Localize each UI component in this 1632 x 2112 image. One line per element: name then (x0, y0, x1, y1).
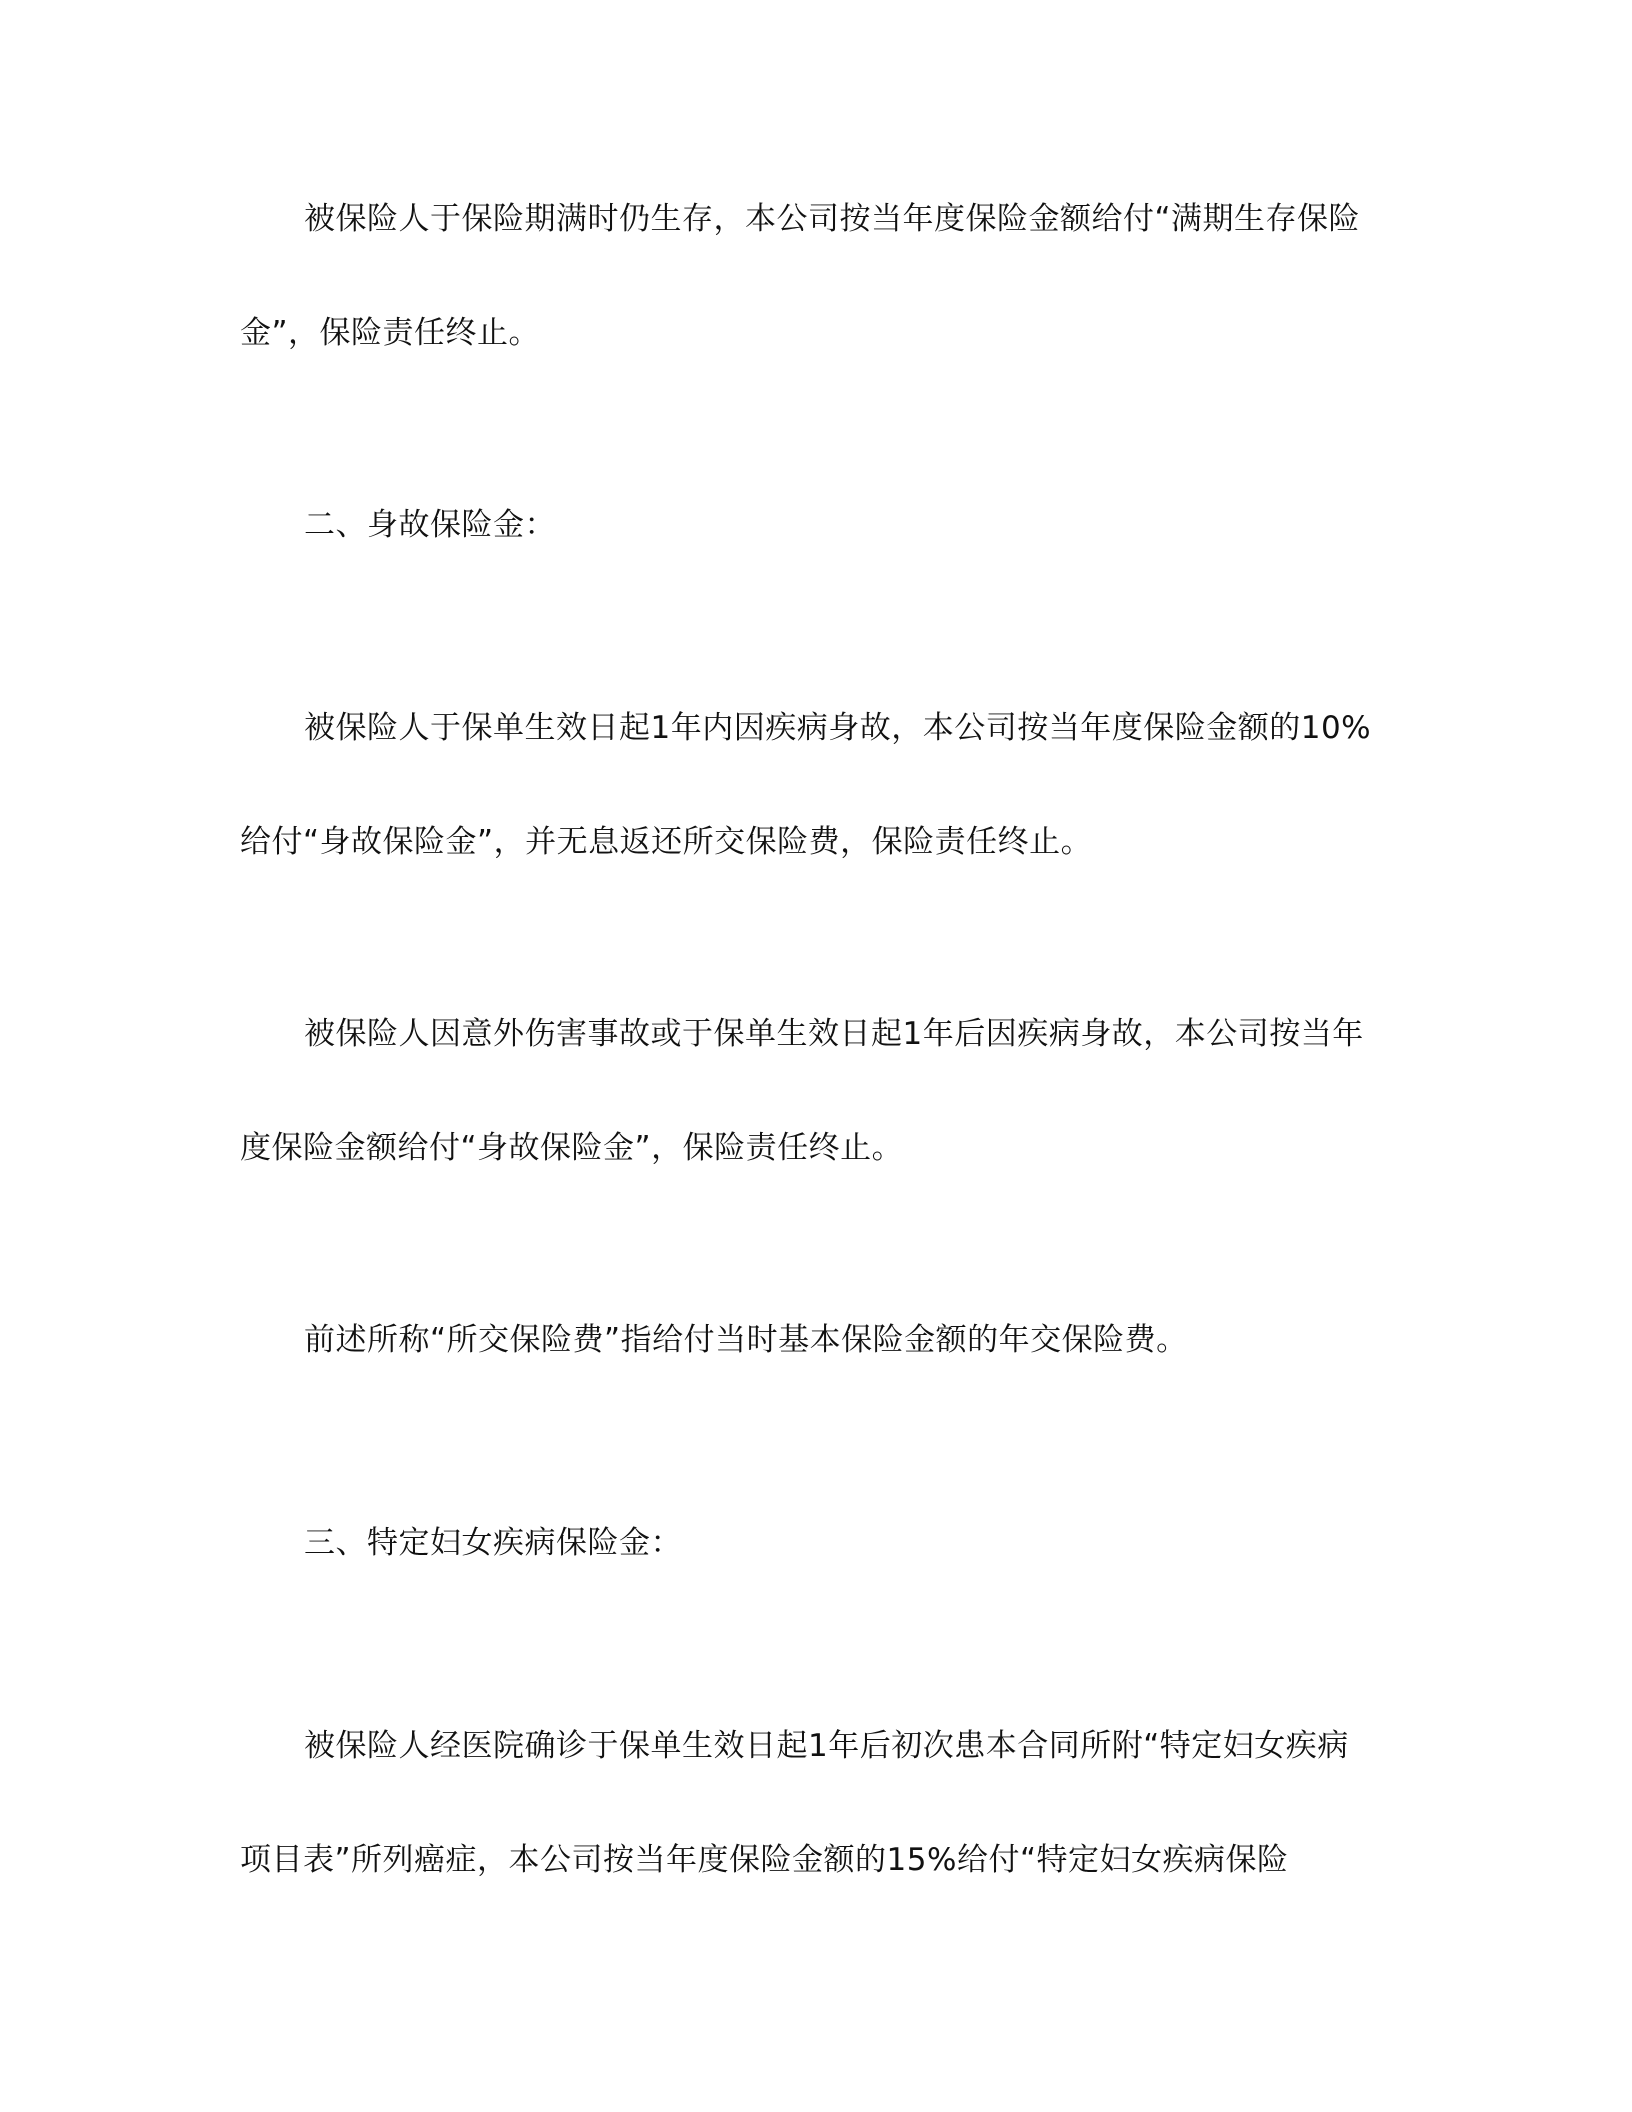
paragraph-line: 度保险金额给付“身故保险金”，保险责任终止。 (240, 1130, 904, 1166)
paragraph-line: 金”，保险责任终止。 (240, 315, 541, 351)
paragraph-line: 前述所称“所交保险费”指给付当时基本保险金额的年交保险费。 (304, 1322, 1188, 1358)
paragraph-line: 被保险人于保单生效日起1年内因疾病身故，本公司按当年度保险金额的10% (304, 710, 1372, 746)
section-heading: 二、身故保险金： (304, 507, 556, 543)
paragraph-line: 被保险人因意外伤害事故或于保单生效日起1年后因疾病身故，本公司按当年 (304, 1016, 1364, 1052)
paragraph-line: 被保险人经医院确诊于保单生效日起1年后初次患本合同所附“特定妇女疾病 (304, 1728, 1349, 1764)
section-heading: 三、特定妇女疾病保险金： (304, 1525, 682, 1561)
paragraph-line: 项目表”所列癌症，本公司按当年度保险金额的15%给付“特定妇女疾病保险 (240, 1842, 1289, 1878)
paragraph-line: 被保险人于保险期满时仍生存，本公司按当年度保险金额给付“满期生存保险 (304, 201, 1361, 237)
paragraph-line: 给付“身故保险金”，并无息返还所交保险费，保险责任终止。 (240, 824, 1093, 860)
